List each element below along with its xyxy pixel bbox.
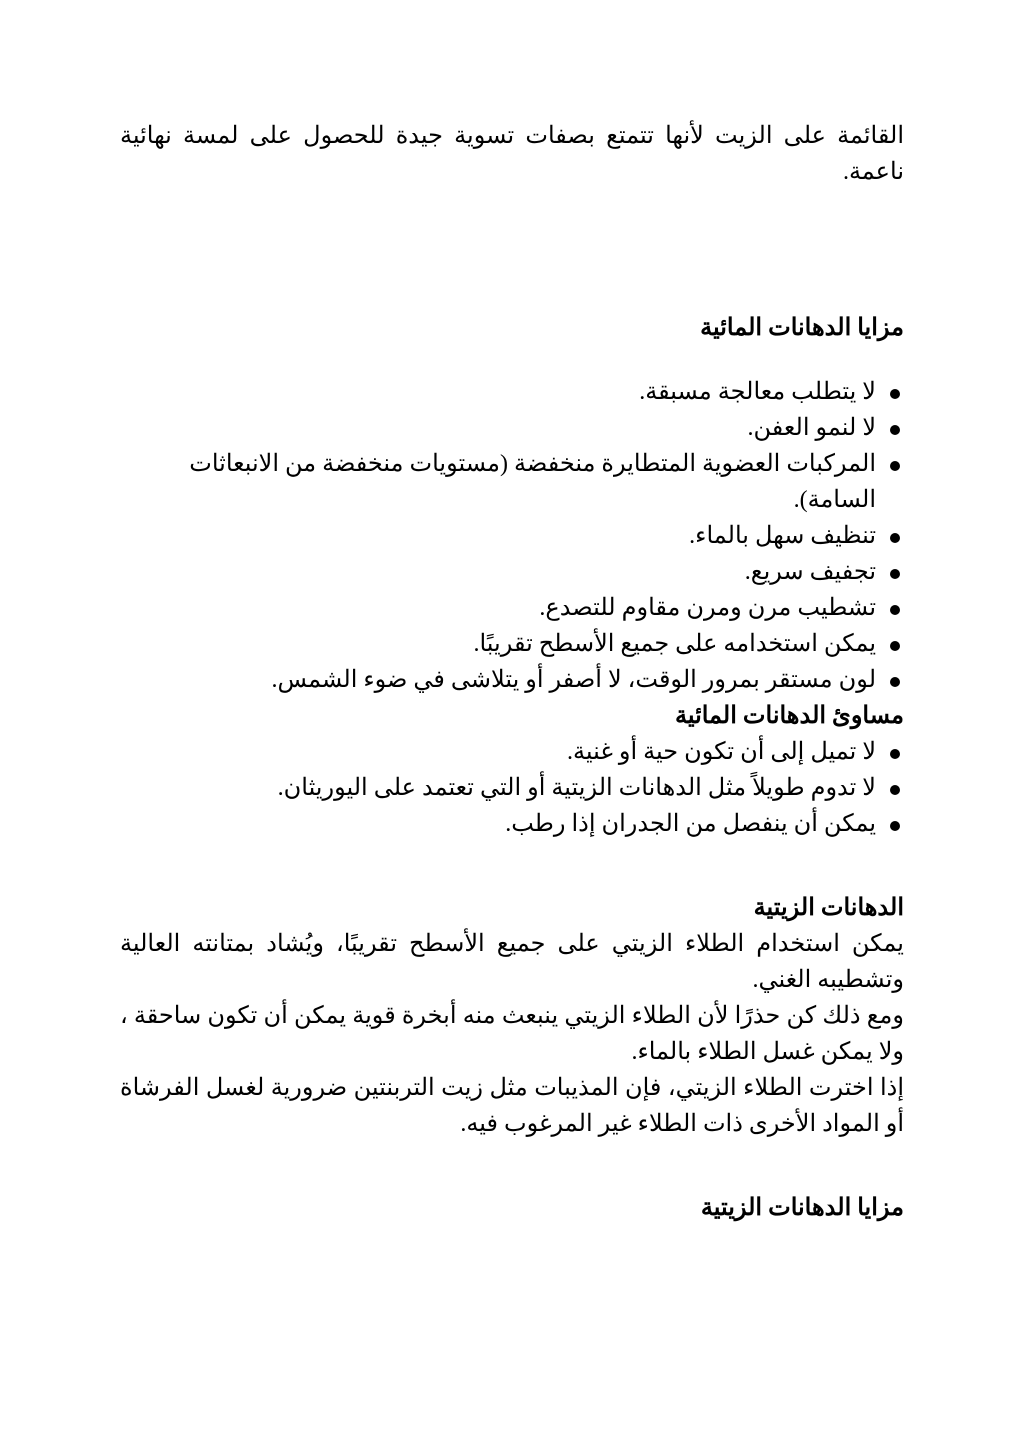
list-item: لا تدوم طويلاً مثل الدهانات الزيتية أو التي تعتمد على اليوريثان. bbox=[120, 770, 876, 806]
oil-advantages-heading: مزايا الدهانات الزيتية bbox=[700, 1195, 904, 1221]
oil-paints-paragraph: يمكن استخدام الطلاء الزيتي على جميع الأسطح تقريبًا، ويُشاد بمتانته العالية وتشطيبه الغني. bbox=[120, 931, 904, 993]
oil-paints-heading: الدهانات الزيتية bbox=[753, 895, 904, 921]
list-item: لا لنمو العفن. bbox=[120, 410, 876, 446]
list-item: تجفيف سريع. bbox=[120, 554, 876, 590]
list-item: لا تميل إلى أن تكون حية أو غنية. bbox=[120, 734, 876, 770]
oil-paints-paragraph: إذا اخترت الطلاء الزيتي، فإن المذيبات مثل زيت التربنتين ضرورية لغسل الفرشاة أو المواد الأخرى ذات الطلاء غير المرغوب فيه. bbox=[120, 1075, 904, 1137]
water-advantages-list bbox=[120, 374, 904, 698]
list-item: تنظيف سهل بالماء. bbox=[120, 518, 876, 554]
oil-paints-paragraph: ومع ذلك كن حذرًا لأن الطلاء الزيتي ينبعث منه أبخرة قوية يمكن أن تكون ساحقة ، ولا يمكن غسل الطلاء بالماء. bbox=[120, 1003, 904, 1065]
list-item: يمكن أن ينفصل من الجدران إذا رطب. bbox=[120, 806, 876, 842]
intro-paragraph: القائمة على الزيت لأنها تتمتع بصفات تسوية جيدة للحصول على لمسة نهائية ناعمة. bbox=[120, 123, 904, 185]
list-item: لا يتطلب معالجة مسبقة. bbox=[120, 374, 876, 410]
list-item: يمكن استخدامه على جميع الأسطح تقريبًا. bbox=[120, 626, 876, 662]
document-page bbox=[120, 118, 904, 1226]
water-disadvantages-list bbox=[120, 734, 904, 842]
list-item: المركبات العضوية المتطايرة منخفضة (مستويات منخفضة من الانبعاثات السامة). bbox=[120, 446, 876, 518]
list-item: تشطيب مرن ومرن مقاوم للتصدع. bbox=[120, 590, 876, 626]
list-item: لون مستقر بمرور الوقت، لا أصفر أو يتلاشى في ضوء الشمس. bbox=[120, 662, 876, 698]
water-advantages-heading: مزايا الدهانات المائية bbox=[700, 315, 904, 341]
water-disadvantages-heading: مساوئ الدهانات المائية bbox=[674, 703, 904, 729]
